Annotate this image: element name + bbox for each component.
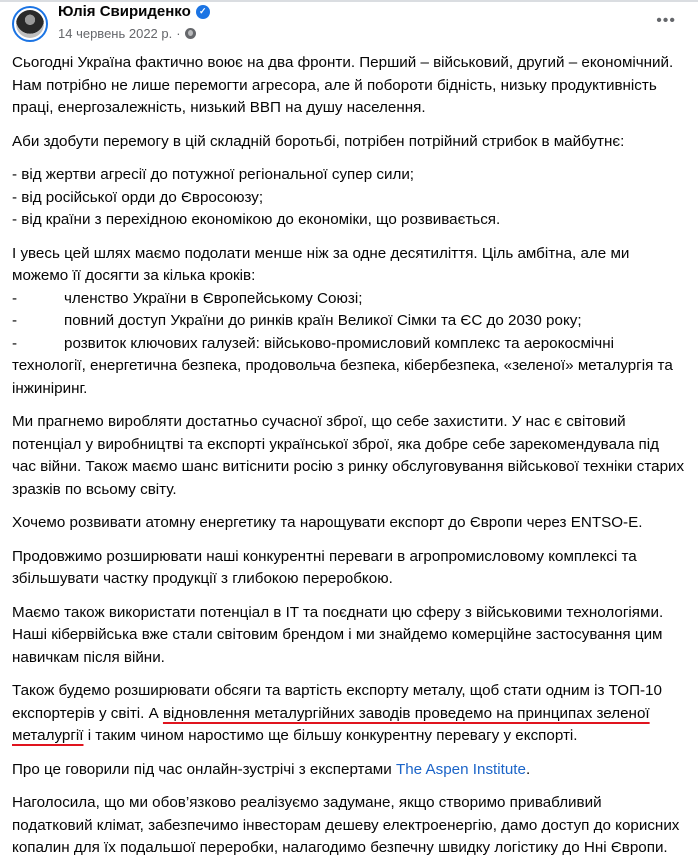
verified-badge-icon: ✓ xyxy=(196,5,210,19)
more-options-button[interactable]: ••• xyxy=(656,12,676,29)
list-item-text: повний доступ України до ринків країн Великої Сімки та ЄС до 2030 року; xyxy=(64,312,582,329)
post-date[interactable]: 14 червень 2022 р. xyxy=(58,26,173,41)
paragraph-4: Ми прагнемо виробляти достатньо сучасної зброї, що себе захистити. У нас є світовий потенціал у виробництві та експорті української зброї, яка добре себе зарекомендувала під час війни. Також маємо шанс витіснити росію з ринку обслуговування військової техніки старих зразків по всьому світу. xyxy=(12,413,685,498)
paragraph-9 xyxy=(12,759,686,782)
red-underlined-text: відновлення металургійних заводів проведемо на принципах зеленої металургії xyxy=(12,704,650,744)
list-item-text: розвиток ключових галузей: військово-промисловий комплекс та аерокосмічні технології, енергетична безпека, продовольча безпека, кібербезпека, «зеленої» металургія та інжиніринг. xyxy=(12,334,673,397)
paragraph-10: Наголосила, що ми обов’язково реалізуємо задумане, якщо створимо привабливий податковий клімат, забезпечимо інвесторам дешеву електроенергію, дамо доступ до корисних копалин для їх подальшої переробки, налагодимо безпечну швидку логістику до Нні Європи. xyxy=(12,794,680,856)
avatar-photo xyxy=(16,10,44,38)
avatar[interactable] xyxy=(12,6,48,42)
paragraph-2: Аби здобути перемогу в цій складній боротьбі, потрібен потрійний стрибок в майбутнє: xyxy=(12,132,625,150)
paragraph-5: Хочемо розвивати атомну енергетику та нарощувати експорт до Європи через ENTSO-E. xyxy=(12,514,643,531)
post-meta xyxy=(58,26,196,41)
post-body xyxy=(0,46,698,860)
author-name[interactable]: Юлія Свириденко xyxy=(58,3,191,20)
list-dash: - xyxy=(12,334,18,352)
meta-separator: · xyxy=(176,26,181,41)
list-item: - від російської орди до Євросоюзу; xyxy=(12,188,264,206)
list-item xyxy=(12,288,686,311)
list-steps xyxy=(12,288,686,401)
list-item xyxy=(12,333,686,401)
text-span: Також будемо розширювати обсяги та вартість експорту металу, щоб стати одним із ТОП-10 експортерів у світі. А xyxy=(12,682,662,722)
list-item-text: членство України в Європейському Союзі; xyxy=(64,289,363,307)
globe-icon xyxy=(185,28,196,39)
list-item xyxy=(12,310,686,333)
post-header xyxy=(0,2,698,46)
text-span: Про це говорили під час онлайн-зустрічі з експертами xyxy=(12,760,396,778)
list-item: - від країни з перехідною економікою до економіки, що розвивається. xyxy=(12,211,501,228)
list-item: - від жертви агресії до потужної регіональної супер сили; xyxy=(12,166,415,183)
paragraph-3: І увесь цей шлях маємо подолати менше ніж за одне десятиліття. Ціль амбітна, але ми можемо її досягти за кілька кроків: xyxy=(12,244,630,284)
paragraph-8 xyxy=(12,680,686,748)
text-span: і таким чином наростимо ще більшу конкурентну перевагу у експорті. xyxy=(83,727,578,744)
paragraph-7: Маємо також використати потенціал в IT та поєднати цю сферу з військовими технологіями. Наші кібервійська вже стали світовим брендом і ми знайдемо комерційне застосування цим навичкам після війни. xyxy=(12,603,664,666)
text-span: . xyxy=(525,760,531,778)
list-dash: - xyxy=(12,312,18,329)
paragraph-6: Продовжимо розширювати наші конкурентні переваги в агропромисловому комплексі та збільшувати частку продукції з глибокою переробкою. xyxy=(12,547,637,587)
list-dash: - xyxy=(12,289,18,307)
author-row xyxy=(58,3,210,20)
aspen-institute-link[interactable]: The Aspen Institute xyxy=(395,760,526,778)
paragraph-1: Сьогодні Україна фактично воює на два фронти. Перший – військовий, другий – економічний. Нам потрібно не лише перемогти агресора, але й побороти бідність, низьку продуктивність праці, енергозалежність, низький ВВП на душу населення. xyxy=(12,54,674,116)
list-leap xyxy=(12,164,686,232)
